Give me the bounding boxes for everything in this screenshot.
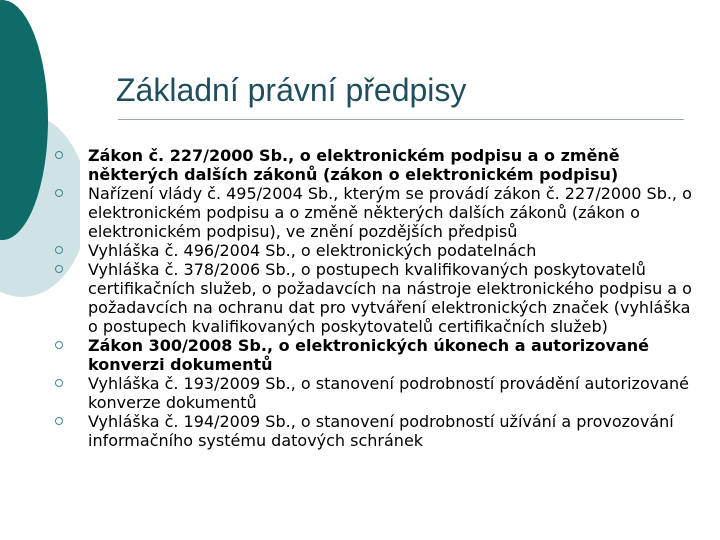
list-item [0,184,720,241]
hollow-circle-bullet-icon [55,151,63,159]
legal-regulations-list [0,146,720,450]
list-item-text: Zákon 300/2008 Sb., o elektronických úkonech a autorizované konverzi dokumentů [88,336,650,374]
list-item [0,336,720,374]
list-item [0,412,720,450]
list-item-text: Vyhláška č. 496/2004 Sb., o elektronických podatelnách [88,241,537,260]
list-item [0,374,720,412]
slide-title: Základní právní předpisy [116,72,467,108]
hollow-circle-bullet-icon [55,341,63,349]
list-item [0,241,720,260]
list-item-text: Nařízení vlády č. 495/2004 Sb., kterým se provádí zákon č. 227/2000 Sb., o elektronickém podpisu a o změně některých dalších zákonů (zákon o elektronickém podpisu), ve znění pozdějších předpisů [88,184,692,241]
list-item-text: Vyhláška č. 194/2009 Sb., o stanovení podrobností užívání a provozování informačního systému datových schránek [88,412,674,450]
hollow-circle-bullet-icon [55,246,63,254]
hollow-circle-bullet-icon [55,189,63,197]
list-item-text: Vyhláška č. 378/2006 Sb., o postupech kvalifikovaných poskytovatelů certifikačních služeb, o požadavcích na nástroje elektronického podpisu a o požadavcích na ochranu dat pro vytváření elektronických značek (vyhláška o postupech kvalifikovaných poskytovatelů certifikačních služeb) [88,260,692,336]
title-divider [118,119,684,120]
hollow-circle-bullet-icon [55,379,63,387]
list-item [0,260,720,336]
list-item-text: Vyhláška č. 193/2009 Sb., o stanovení podrobností provádění autorizované konverze dokumentů [88,374,689,412]
list-item-text: Zákon č. 227/2000 Sb., o elektronickém podpisu a o změně některých dalších zákonů (zákon o elektronickém podpisu) [88,146,620,184]
list-item [0,146,720,184]
hollow-circle-bullet-icon [55,265,63,273]
hollow-circle-bullet-icon [55,417,63,425]
